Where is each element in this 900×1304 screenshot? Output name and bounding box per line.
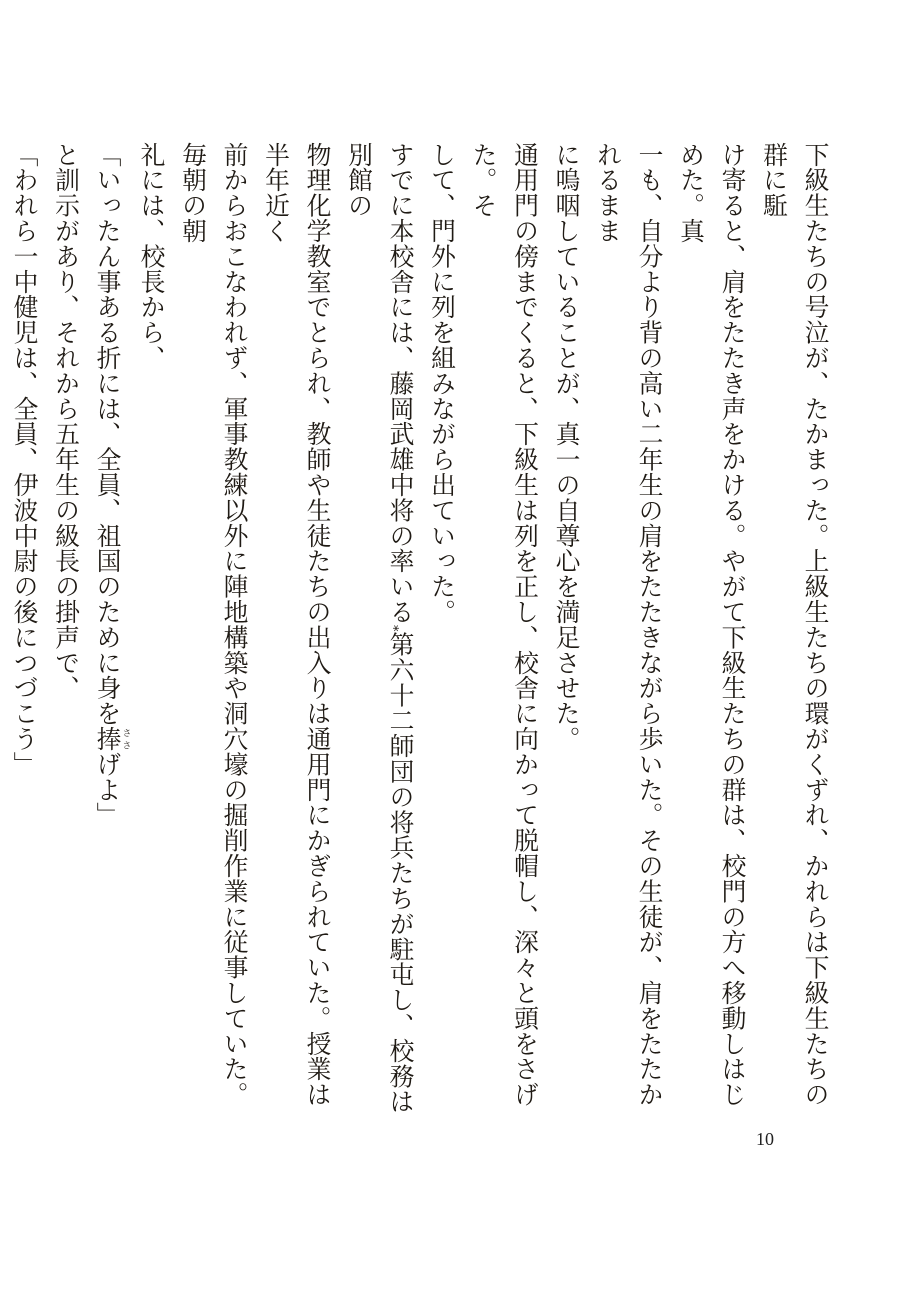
text-line: 前からおこなわれず、軍事教練以外に陣地構築や洞穴壕の掘削作業に従事していた。毎朝の朝 [178,142,249,1108]
text-line: と訓示があり、それから五年生の級長の掛声で、 [51,142,81,701]
text-line: け寄ると、肩をたたき声をかける。やがて下級生たちの群は、校門の方へ移動しはじめた。真 [676,142,747,1108]
ruby-annotation: 捧ささ [93,726,131,752]
text-line: して、門外に列を組みながら出ていった。 [427,142,457,625]
text-line: 物理化学教室でとられ、教師や生徒たちの出入りは通用門にかぎられていた。授業は半年近く [261,142,332,1108]
page-number: 10 [756,1129,774,1149]
text-line: 礼には、校長から、 [137,142,166,371]
vertical-text-block [10,142,836,1122]
text-line: すでに本校舎には、藤岡武雄中将の率いる*第六十二師団の将兵たちが駐屯し、校務は別館の [344,142,415,1115]
text-line: 「われら一中健児は、全員、伊波中尉の後につづこう」 [10,142,39,777]
text-line: 「いったん事ある折には、全員、祖国のために身を捧ささげよ」 [93,142,131,828]
text-line [0,142,4,1122]
ruby-reading: ささ [120,726,131,752]
text-line: に嗚咽していることが、真一の自尊心を満足させた。 [552,142,581,752]
text-line: 通用門の傍までくると、下級生は列を正し、校舎に向かって脱帽し、深々と頭をさげた。そ [469,142,540,1108]
text-line: 一も、自分より背の高い二年生の肩をたたきながら歩いた。その生徒が、肩をたたかれるまま [593,142,664,1108]
text-line: 下級生たちの号泣が、たかまった。上級生たちの環がくずれ、かれらは下級生たちの群に駈 [759,142,830,1108]
footnote-marker: * [385,624,400,632]
